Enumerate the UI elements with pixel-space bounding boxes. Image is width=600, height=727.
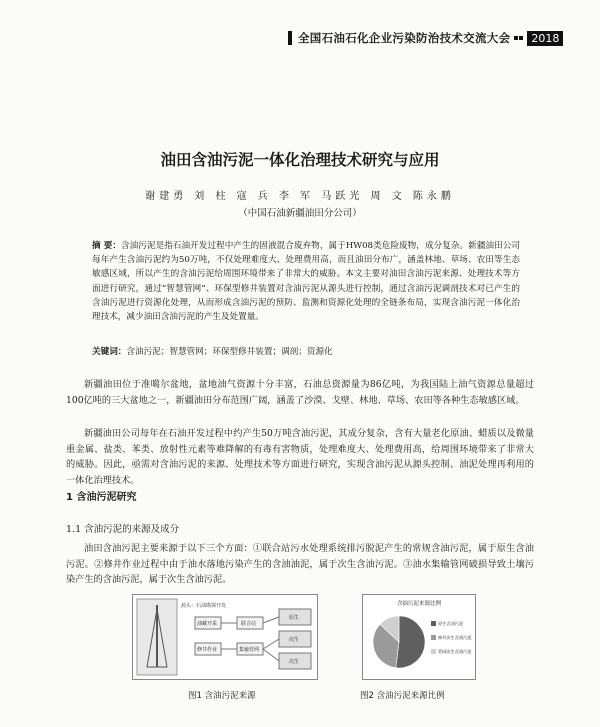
pie-legend <box>431 620 472 655</box>
paper-title: 油田含油污泥一体化治理技术研究与应用 <box>160 151 440 169</box>
chart-title: 含油污泥来源比例 <box>396 601 442 607</box>
abstract <box>92 239 520 324</box>
legend-label-1: 原生含油污泥 <box>438 621 464 626</box>
running-header <box>288 30 563 46</box>
keywords-label: 关键词： <box>92 347 127 357</box>
abstract-label: 摘 要： <box>92 241 121 251</box>
conference-year: 2018 <box>527 31 563 46</box>
figure-2-caption: 图2 含油污泥来源比例 <box>360 691 445 701</box>
affiliation: （中国石油新疆油田分公司） <box>238 208 362 219</box>
box-station-label: 联合站 <box>241 621 257 627</box>
figure-2-chart <box>362 594 476 680</box>
header-dots-icon <box>514 36 523 40</box>
subsection-heading: 1.1 含油污泥的来源及成分 <box>66 524 180 535</box>
pie-slice-1 <box>396 616 425 668</box>
section-heading: 1 含油污泥研究 <box>66 492 137 503</box>
legend-swatch-3 <box>431 649 436 654</box>
pie-slices <box>373 616 425 668</box>
intro-paragraph-1: 新疆油田位于准噶尔盆地，盆地油气资源十分丰富，石油总资源量为86亿吨，为我国陆上油气资源总量超过100亿吨的三大盆地之一，新疆油田分布范围广阔，涵盖了沙漠、戈壁、林地、草场、农田等各种生态敏感区域。 <box>66 379 534 406</box>
legend-swatch-2 <box>431 635 436 640</box>
legend-swatch-1 <box>431 621 436 626</box>
conference-title: 全国石油石化企业污染防治技术交流大会 <box>298 31 511 45</box>
box-primary-label: 原生 <box>289 615 300 621</box>
arrow-3 <box>263 617 279 623</box>
box-well-label: 油藏开采 <box>197 621 218 627</box>
intro-paragraph-2: 新疆油田公司每年在石油开发过程中约产生50万吨含油污泥，其成分复杂，含有大量老化原油、蜡质以及微量重金属、盐类、苯类、放射性元素等难降解的有毒有害物质，处理难度大、处理费用高，给周围环境带来了非常大的威胁。因此，亟需对含油污泥的来源、处理技术等方面进行研究，实现含油污泥从源头控制、油泥处理再利用的一体化治理技术。 <box>66 428 534 486</box>
author-list: 谢建勇 刘 柱 寇 兵 李 军 马跃光 周 文 陈永鹏 <box>145 191 455 202</box>
keywords-text: 含油污泥；智慧管网；环保型修井装置；调剖；资源化 <box>126 347 333 357</box>
keywords <box>92 345 520 357</box>
arrow-5 <box>263 649 279 661</box>
box-pipeline-label: 集输管网 <box>239 647 260 653</box>
source-diagram-svg <box>133 595 317 679</box>
box-secondary-b-label: 次生 <box>289 659 300 665</box>
arrow-4 <box>263 639 279 649</box>
section-paragraph: 油田含油污泥主要来源于以下三个方面：①联合站污水处理系统排污脱泥产生的常规含油污泥，属于原生含油污泥。②修井作业过程中由于油水落地污染产生的含油油泥，属于次生含油污泥。③油水集输管网破损导致土壤污染产生的含油污泥，属于次生含油污泥。 <box>66 543 534 585</box>
box-secondary-a-label: 次生 <box>289 637 300 643</box>
flow-boxes <box>195 609 311 669</box>
legend-label-2: 修井次生含油污泥 <box>438 635 472 640</box>
figure-1-caption: 图1 含油污泥来源 <box>188 691 256 701</box>
legend-label-3: 管网次生含油污泥 <box>438 649 472 654</box>
source-label: 源头：石油勘探开发 <box>181 603 227 609</box>
box-workover-label: 修井作业 <box>197 647 218 653</box>
pie-chart-svg <box>363 595 475 679</box>
abstract-text: 含油污泥是指石油开发过程中产生的固液混合废弃物，属于HW08类危险废物，成分复杂。新疆油田公司每年产生含油污泥约为50万吨，不仅处理难度大、处理费用高，而且油田分布广，涵盖林地、草场、农田等生态敏感区域，所以产生的含油污泥给周围环境带来了非常大的威胁。本文主要对油田含油污泥来源、处理技术等方面进行研究，通过“智慧管网”、环保型修井装置对含油污泥从源头进行控制，通过含油污泥调剖技术对已产生的含油污泥进行资源化处理，从而形成含油污泥的预防、监测和资源化处理的全链条布局，实现含油污泥一体化治理技术，减少油田含油污泥的产生及处置量。 <box>92 241 520 323</box>
header-bar-mark <box>288 31 292 45</box>
figure-1-diagram <box>132 594 318 680</box>
